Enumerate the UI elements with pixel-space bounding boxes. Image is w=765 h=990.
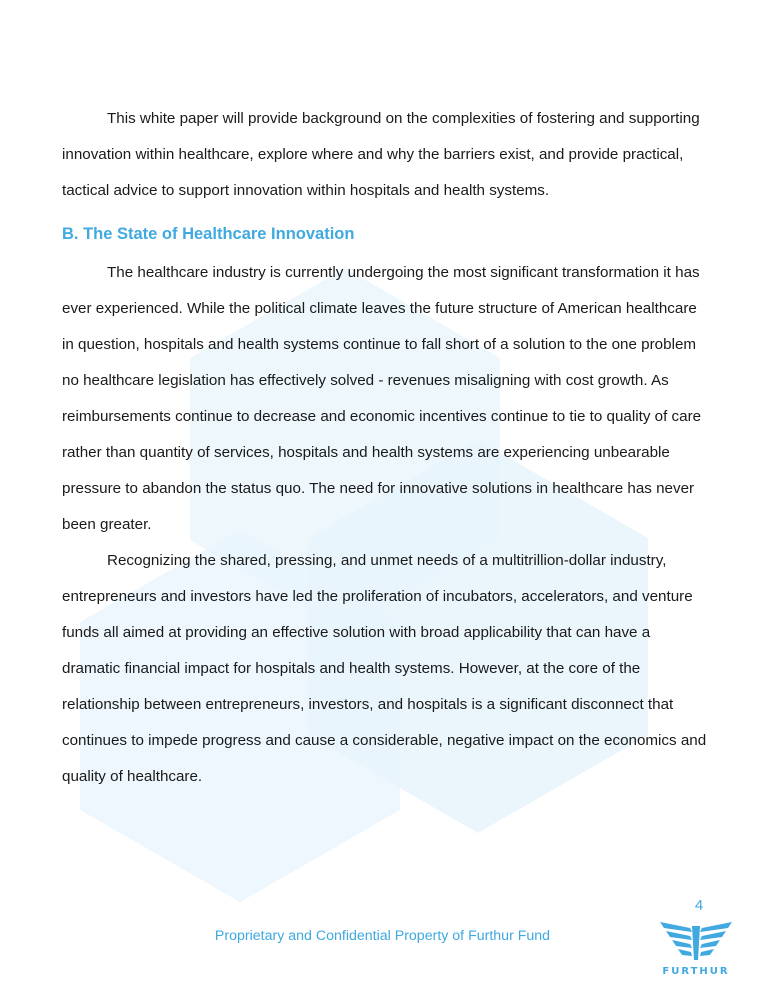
page-number: 4 bbox=[694, 897, 704, 914]
furthur-wings-logo-icon bbox=[658, 918, 734, 964]
footer-text: Proprietary and Confidential Property of Furthur Fund bbox=[214, 928, 551, 944]
intro-paragraph: This white paper will provide background on the complexities of fostering and supporting innovation within healthcare, explore where and why the barriers exist, and provide practical, tactical advice to support innovation within hospitals and health systems. bbox=[62, 110, 700, 199]
furthur-logo bbox=[658, 918, 734, 980]
body-paragraph-1: The healthcare industry is currently undergoing the most significant transformation it has ever experienced. While the political climate leaves the future structure of American healthcare in question, hospitals and health systems continue to fall short of a solution to the one problem no healthcare legislation has effectively solved - revenues misaligning with cost growth. As reimbursements continue to decrease and economic incentives continue to tie to quality of care rather than quantity of services, hospitals and health systems are experiencing unbearable pressure to abandon the status quo. The need for innovative solutions in healthcare has never been greater. bbox=[62, 264, 702, 533]
logo-wordmark: FURTHUR bbox=[662, 966, 730, 977]
section-heading: B. The State of Healthcare Innovation bbox=[62, 225, 355, 243]
document-body bbox=[62, 101, 707, 795]
body-paragraph-2: Recognizing the shared, pressing, and unmet needs of a multitrillion-dollar industry, entrepreneurs and investors have led the proliferation of incubators, accelerators, and venture funds all aimed at providing an effective solution with broad applicability that can have a dramatic financial impact for hospitals and health systems. However, at the core of the relationship between entrepreneurs, investors, and hospitals is a significant disconnect that continues to impede progress and cause a considerable, negative impact on the economics and quality of healthcare. bbox=[62, 552, 707, 785]
